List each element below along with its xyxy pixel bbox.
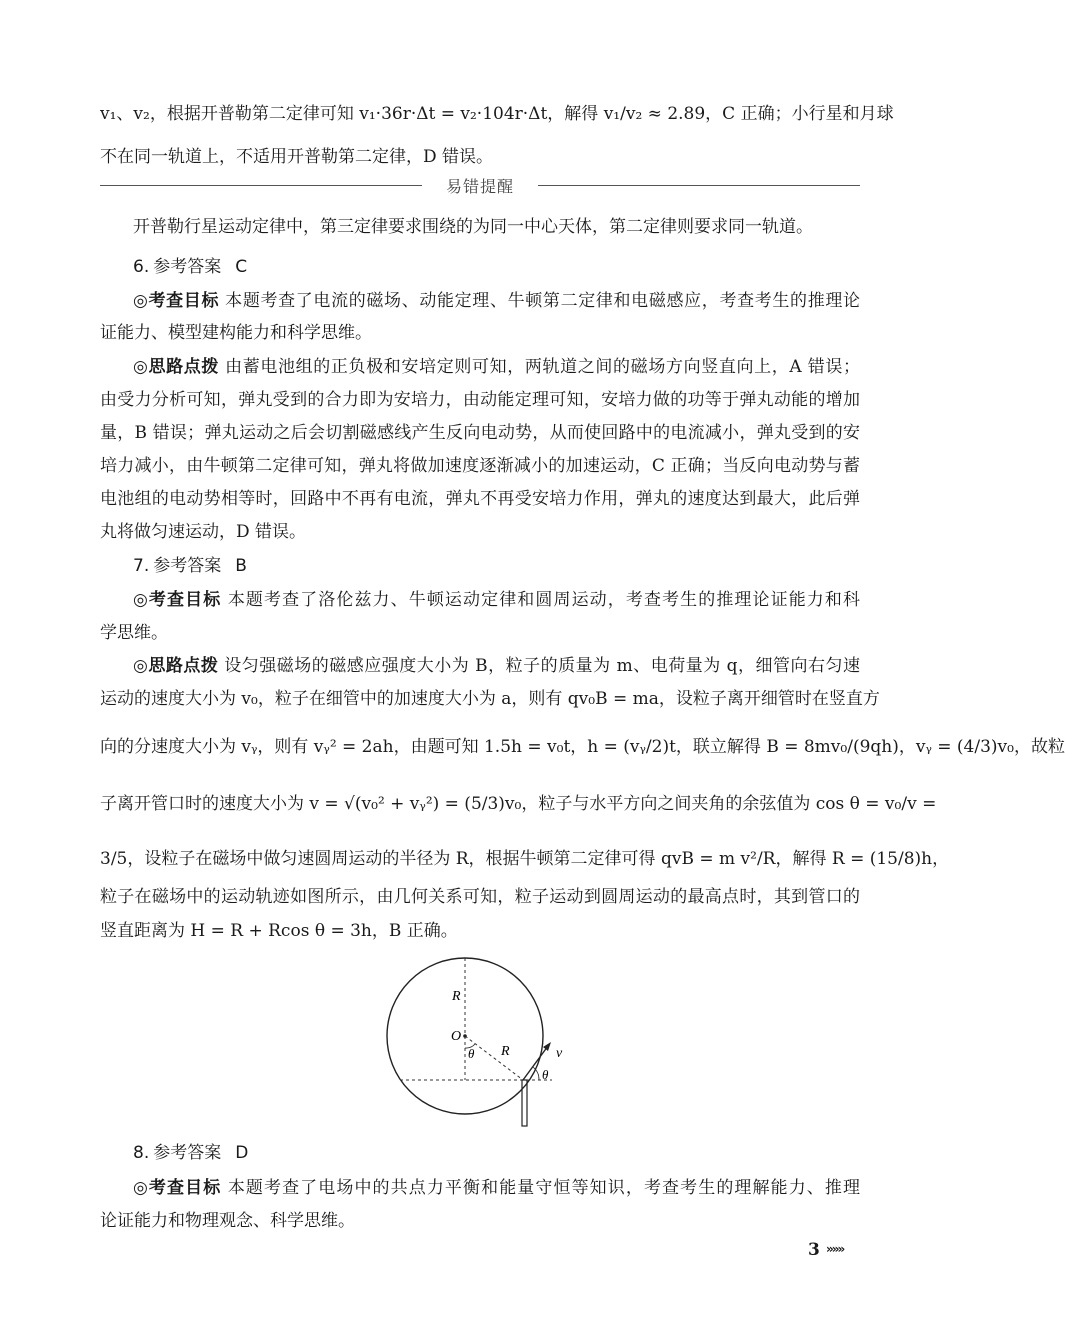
prev-line-2: 不在同一轨道上，不适用开普勒第二定律，D 错误。	[100, 147, 494, 167]
q6-goal-line-1	[133, 290, 860, 312]
tip-title: 易错提醒	[445, 177, 514, 196]
q7-hint-line-4: 子离开管口时的速度大小为 v = √(v₀² + vᵧ²) = (5/3)v₀，粒子与水平方向之间夹角的余弦值为 cos θ = v₀/v =	[100, 794, 937, 814]
q8-goal-tag: ◎考查目标	[133, 1178, 222, 1198]
q6-hint-line-4: 培力减小，由牛顿第二定律可知，弹丸将做加速度逐渐减小的加速运动，C 正确；当反向电动势与蓄	[100, 456, 860, 476]
q8-goal-text-1: 本题考查了电场中的共点力平衡和能量守恒等知识，考查考生的理解能力、推理	[227, 1178, 860, 1198]
q6-hint-line-2: 由受力分析可知，弹丸受到的合力即为安培力，由动能定理可知，安培力做的功等于弹丸动能的增加	[100, 390, 860, 410]
q7-hint-line-7: 竖直距离为 H = R + Rcos θ = 3h，B 正确。	[100, 921, 458, 941]
q7-number: 7.	[133, 556, 150, 576]
q8-answer-value: D	[235, 1143, 249, 1163]
q7-hint-line-2: 运动的速度大小为 v₀，粒子在细管中的加速度大小为 a，则有 qv₀B = ma，设粒子离开细管时在竖直方	[100, 689, 880, 709]
q7-hint-tag: ◎思路点拨	[133, 656, 219, 676]
divider-rule-right	[538, 185, 860, 186]
q7-goal-line-2: 学思维。	[100, 623, 168, 643]
label-R-radius: R	[501, 1044, 510, 1059]
q6-hint-text-1: 由蓄电池组的正负极和安培定则可知，两轨道之间的磁场方向竖直向上，A 错误；	[225, 357, 860, 377]
q6-answer	[133, 256, 247, 278]
q6-answer-label: 参考答案	[153, 257, 222, 277]
label-v: v	[556, 1046, 563, 1061]
q7-answer-value: B	[235, 556, 247, 576]
trajectory-diagram	[380, 950, 580, 1135]
q6-goal-text-1: 本题考查了电流的磁场、动能定理、牛顿第二定律和电磁感应，考查考生的推理论	[225, 291, 861, 311]
q7-goal-text-1: 本题考查了洛伦兹力、牛顿运动定律和圆周运动，考查考生的推理论证能力和科	[227, 590, 860, 610]
q8-number: 8.	[133, 1143, 150, 1163]
center-point	[463, 1034, 467, 1038]
trajectory-svg	[380, 950, 580, 1135]
q7-hint-line-1	[133, 655, 860, 677]
q7-answer-label: 参考答案	[153, 556, 222, 576]
q6-number: 6.	[133, 257, 150, 277]
tip-divider	[100, 172, 860, 198]
q6-hint-line-1	[133, 356, 860, 378]
q6-hint-line-5: 电池组的电动势相等时，回路中不再有电流，弹丸不再受安培力作用，弹丸的速度达到最大，此后弹	[100, 489, 860, 509]
label-R-top: R	[452, 989, 461, 1004]
q6-answer-value: C	[235, 257, 248, 277]
q6-hint-line-3: 量，B 错误；弹丸运动之后会切割磁感线产生反向电动势，从而使回路中的电流减小，弹丸受到的安	[100, 423, 860, 443]
q7-hint-line-3: 向的分速度大小为 vᵧ，则有 vᵧ² = 2ah，由题可知 1.5h = v₀t，h = (vᵧ/2)t，联立解得 B = 8mv₀/(9qh)，vᵧ = (4/3)v₀，故粒	[100, 737, 1065, 757]
page-number: 3	[808, 1240, 820, 1260]
q7-hint-text-1: 设匀强磁场的磁感应强度大小为 B，粒子的质量为 m、电荷量为 q，细管向右匀速	[224, 656, 860, 676]
label-theta-center: θ	[468, 1046, 475, 1061]
q7-hint-line-6: 粒子在磁场中的运动轨迹如图所示，由几何关系可知，粒子运动到圆周运动的最高点时，其到管口的	[100, 887, 860, 907]
page-arrows-icon: »»»	[826, 1242, 844, 1256]
label-theta-tube: θ	[542, 1067, 549, 1082]
q6-hint-line-6: 丸将做匀速运动，D 错误。	[100, 522, 307, 542]
q6-goal-line-2: 证能力、模型建构能力和科学思维。	[100, 323, 372, 343]
q8-goal-line-2: 论证能力和物理观念、科学思维。	[100, 1211, 355, 1231]
q7-goal-line-1	[133, 589, 860, 611]
label-O: O	[451, 1029, 462, 1044]
q6-goal-tag: ◎考查目标	[133, 291, 220, 311]
velocity-arrowhead	[543, 1042, 551, 1051]
q8-answer-label: 参考答案	[153, 1143, 222, 1163]
q7-answer	[133, 555, 247, 577]
prev-line-1: v₁、v₂，根据开普勒第二定律可知 v₁·36r·Δt = v₂·104r·Δt，解得 v₁/v₂ ≈ 2.89，C 正确；小行星和月球	[100, 104, 894, 124]
q6-hint-tag: ◎思路点拨	[133, 357, 220, 377]
q8-answer	[133, 1142, 248, 1164]
q7-hint-line-5: 3/5，设粒子在磁场中做匀速圆周运动的半径为 R，根据牛顿第二定律可得 qvB = m v²/R，解得 R = (15/8)h，	[100, 849, 950, 869]
tip-text: 开普勒行星运动定律中，第三定律要求围绕的为同一中心天体，第二定律则要求同一轨道。	[133, 217, 813, 237]
q8-goal-line-1	[133, 1177, 860, 1199]
q7-goal-tag: ◎考查目标	[133, 590, 222, 610]
